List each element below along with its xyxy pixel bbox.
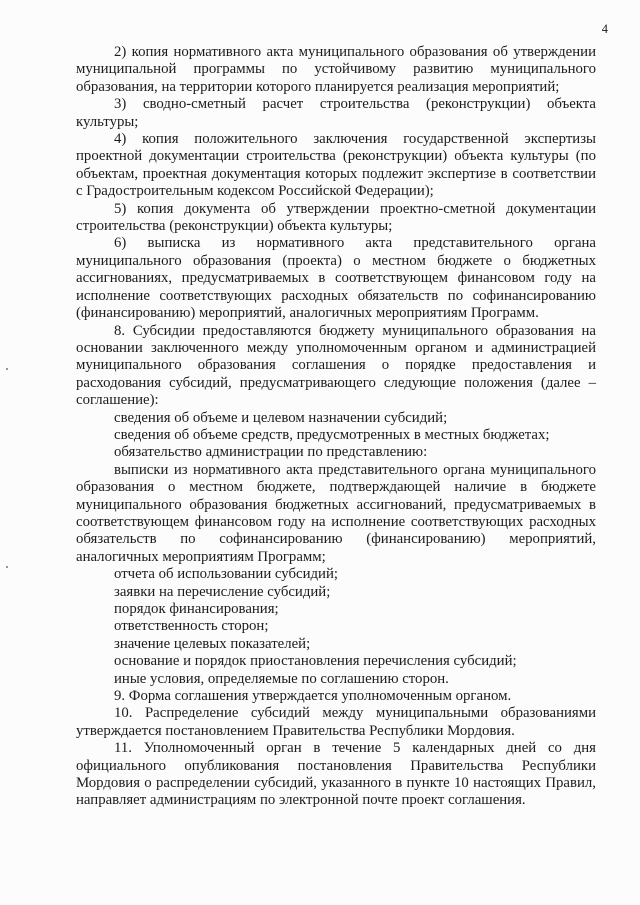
paragraph: порядок финансирования; bbox=[114, 601, 279, 617]
paragraph: 4) копия положительного заключения государственной экспертизы проектной документации строительства (реконструкции) объекта культуры (по объектам, проектная документация которых подлежит экспертизе в соответствии с Градостроительным кодексом Российской Федерации); bbox=[76, 131, 596, 200]
scan-speck bbox=[6, 566, 8, 568]
paragraph: ответственность сторон; bbox=[114, 618, 269, 635]
paragraph: заявки на перечисление субсидий; bbox=[114, 583, 331, 600]
paragraph: 6) выписка из нормативного акта представительного органа муниципального образования (проекта) о местном бюджете о бюджетных ассигнованиях, предусматриваемых в соответствующем финансовом году на исполнение соответствующих расходных обязательств по софинансированию (финансированию) мероприятий, аналогичных мероприятиям Программ. bbox=[76, 235, 596, 322]
paragraph: сведения об объеме и целевом назначении субсидий; bbox=[114, 409, 448, 426]
paragraph: значение целевых показателей; bbox=[114, 635, 311, 652]
paragraph: отчета об использовании субсидий; bbox=[114, 566, 338, 583]
paragraph: 3) сводно-сметный расчет строительства (реконструкции) объекта культуры; bbox=[76, 96, 596, 130]
document-body bbox=[76, 44, 596, 810]
paragraph: выписки из нормативного акта представительного органа муниципального образования о местном бюджете, подтверждающей наличие в бюджете муниципального образования бюджетных ассигнований, предусматриваемых в соответствующем финансовом году на исполнение соответствующих расходных обязательств по софинансированию (финансированию) мероприятий, аналогичных мероприятиям Программ; bbox=[76, 461, 596, 565]
paragraph: 9. Форма соглашения утверждается уполномоченным органом. bbox=[114, 688, 512, 705]
paragraph: обязательство администрации по представлению: bbox=[114, 444, 428, 461]
paragraph: 10. Распределение субсидий между муниципальными образованиями утверждается постановлением Правительства Республики Мордовия. bbox=[76, 705, 596, 739]
page-number: 4 bbox=[601, 22, 608, 36]
paragraph: 8. Субсидии предоставляются бюджету муниципального образования на основании заключенного между уполномоченным органом и администрацией муниципального образования соглашения о порядке предоставления и расходования субсидий, предусматривающего следующие положения (далее – соглашение): bbox=[76, 322, 596, 409]
scan-speck bbox=[6, 368, 8, 370]
paragraph: иные условия, определяемые по соглашению сторон. bbox=[114, 670, 449, 687]
paragraph: 5) копия документа об утверждении проектно-сметной документации строительства (реконструкции) объекта культуры; bbox=[76, 200, 596, 235]
paragraph: 11. Уполномоченный орган в течение 5 календарных дней со дня официального опубликования постановления Правительства Республики Мордовия о распределении субсидий, указанного в пункте 10 настоящих Правил, направляет администрациям по электронной почте проект соглашения. bbox=[76, 740, 596, 809]
paragraph: сведения об объеме средств, предусмотренных в местных бюджетах; bbox=[114, 426, 550, 443]
paragraph: основание и порядок приостановления перечисления субсидий; bbox=[114, 653, 517, 670]
paragraph: 2) копия нормативного акта муниципального образования об утверждении муниципальной программы по устойчивому развитию муниципального образования, на территории которого планируется реализация мероприятий; bbox=[76, 44, 596, 95]
